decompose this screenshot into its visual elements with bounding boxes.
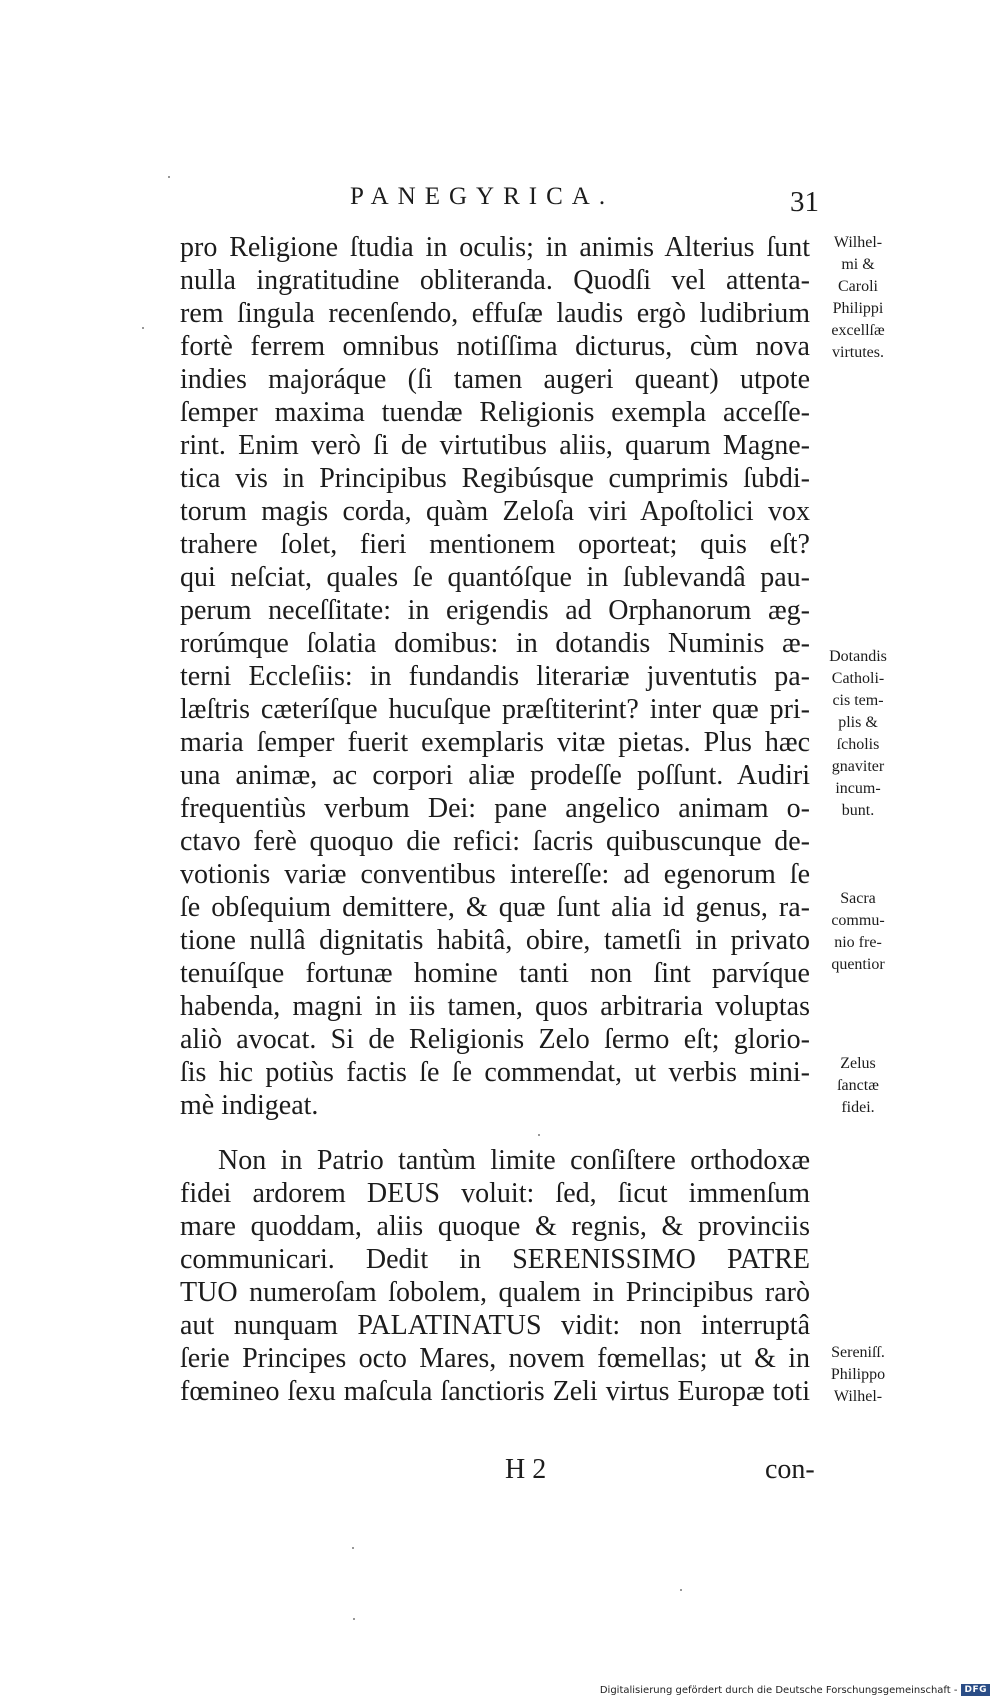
speck — [168, 176, 170, 178]
text-line: terni Eccleſiis: in fundandis literariæ juventutis pa- — [180, 661, 810, 692]
text-line: torum magis corda, quàm Zeloſa viri Apoſtolici vox — [180, 496, 810, 527]
digitization-footer — [600, 1682, 990, 1698]
margin-note-line: mi & — [841, 256, 875, 273]
margin-note-line: Sereniſſ. — [831, 1344, 885, 1361]
margin-note-line: excellſæ — [831, 322, 885, 339]
margin-note-line: Wilhel- — [833, 234, 883, 251]
text-line: Non in Patrio tantùm limite conſiſtere orthodoxæ — [218, 1145, 810, 1176]
margin-note-line: nio fre- — [834, 934, 882, 951]
text-line: læſtris cæteríſque hucuſque præſtiterint? inter quæ pri- — [180, 694, 810, 725]
margin-note — [814, 646, 902, 822]
text-line: tica vis in Principibus Regibúsque cumprimis ſubdi- — [180, 463, 810, 494]
page-number: 31 — [790, 186, 819, 218]
text-line: tione nullâ dignitatis habitâ, obire, tametſi in privato — [180, 925, 810, 956]
speck — [680, 1589, 682, 1591]
margin-note-line: ſanctæ — [837, 1077, 879, 1094]
text-line: perum neceſſitate: in erigendis ad Orphanorum æg- — [180, 595, 810, 626]
text-line: TUO numeroſam ſobolem, qualem in Principibus rarò — [180, 1277, 810, 1308]
text-line: communicari. Dedit in SERENISSIMO PATRE — [180, 1244, 810, 1275]
margin-note — [814, 232, 902, 364]
text-line: ſemper maxima tuendæ Religionis exempla acceſſe- — [180, 397, 810, 428]
text-line: una animæ, ac corpori aliæ prodeſſe poſſunt. Audiri — [180, 760, 810, 791]
text-line: maria ſemper fuerit exemplaris vitæ pietas. Plus hæc — [180, 727, 810, 758]
running-title: PANEGYRICA. — [350, 183, 615, 210]
text-line: ctavo ferè quoquo die refici: ſacris quibuscunque de- — [180, 826, 810, 857]
margin-note — [814, 888, 902, 976]
text-line: qui neſciat, quales ſe quantóſque in ſublevandâ pau- — [180, 562, 810, 593]
margin-note-line: Dotandis — [829, 648, 887, 665]
text-line: mare quoddam, aliis quoque & regnis, & provinciis — [180, 1211, 810, 1242]
text-line: votionis variæ conventibus intereſſe: ad egenorum ſe — [180, 859, 810, 890]
text-line: fidei ardorem DEUS voluit: ſed, ſicut immenſum — [180, 1178, 810, 1209]
text-line: ſe obſequium demittere, & quæ ſunt alia id genus, ra- — [180, 892, 810, 923]
margin-note-line: fidei. — [841, 1099, 875, 1116]
margin-note-line: virtutes. — [832, 344, 884, 361]
text-line: ſerie Principes octo Mares, novem fœmellas; ut & in — [180, 1343, 810, 1374]
text-line: indies majoráque (ſi tamen augeri queant) utpote — [180, 364, 810, 395]
margin-note — [814, 1053, 902, 1119]
dfg-logo: DFG — [961, 1684, 990, 1696]
catchword: con- — [765, 1454, 815, 1485]
margin-note-line: Wilhel- — [833, 1388, 883, 1405]
text-line: frequentiùs verbum Dei: pane angelico animam o- — [180, 793, 810, 824]
text-line: fortè ferrem omnibus notiſſima dicturus, cùm nova — [180, 331, 810, 362]
margin-note-line: Philippo — [830, 1366, 886, 1383]
text-line: nulla ingratitudine obliteranda. Quodſi vel attenta- — [180, 265, 810, 296]
margin-note-line: Zelus — [840, 1055, 876, 1072]
text-line: aliò avocat. Si de Religionis Zelo ſermo eſt; glorio- — [180, 1024, 810, 1055]
margin-note-line: gnaviter — [831, 758, 885, 775]
speck — [352, 1547, 354, 1549]
text-line: mè indigeat. — [180, 1090, 319, 1121]
margin-note-line: cis tem- — [832, 692, 884, 709]
speck — [538, 1134, 540, 1136]
text-line: rem ſingula recenſendo, effuſæ laudis ergò ludibrium — [180, 298, 810, 329]
margin-note-line: quentior — [831, 956, 885, 973]
speck — [142, 327, 144, 329]
margin-note — [814, 1342, 902, 1408]
margin-note-line: Catholi- — [831, 670, 885, 687]
signature-mark: H 2 — [505, 1454, 547, 1485]
text-line: rint. Enim verò ſi de virtutibus aliis, quarum Magne- — [180, 430, 810, 461]
margin-note-line: bunt. — [841, 802, 875, 819]
speck — [353, 1618, 355, 1620]
text-line: trahere ſolet, fieri mentionem oporteat; quis eſt? — [180, 529, 810, 560]
margin-note-line: Sacra — [840, 890, 876, 907]
text-line: rorúmque ſolatia domibus: in dotandis Numinis æ- — [180, 628, 810, 659]
margin-note-line: Philippi — [832, 300, 884, 317]
text-line: fœmineo ſexu maſcula ſanctioris Zeli virtus Europæ toti — [180, 1376, 810, 1407]
text-line: aut nunquam PALATINATUS vidit: non interruptâ — [180, 1310, 810, 1341]
margin-note-line: incum- — [835, 780, 881, 797]
margin-note-line: Caroli — [838, 278, 878, 295]
margin-note-line: ſcholis — [836, 736, 880, 753]
text-line: ſis hic potiùs factis ſe ſe commendat, ut verbis mini- — [180, 1057, 810, 1088]
footer-credit-text: Digitalisierung gefördert durch die Deutsche Forschungsgemeinschaft - — [599, 1684, 958, 1696]
text-line: habenda, magni in iis tamen, quos arbitraria voluptas — [180, 991, 810, 1022]
margin-note-line: plis & — [838, 714, 878, 731]
text-line: tenuíſque fortunæ homine tanti non ſint parvíque — [180, 958, 810, 989]
text-line: pro Religione ſtudia in oculis; in animis Alterius ſunt — [180, 232, 810, 263]
margin-note-line: commu- — [831, 912, 885, 929]
